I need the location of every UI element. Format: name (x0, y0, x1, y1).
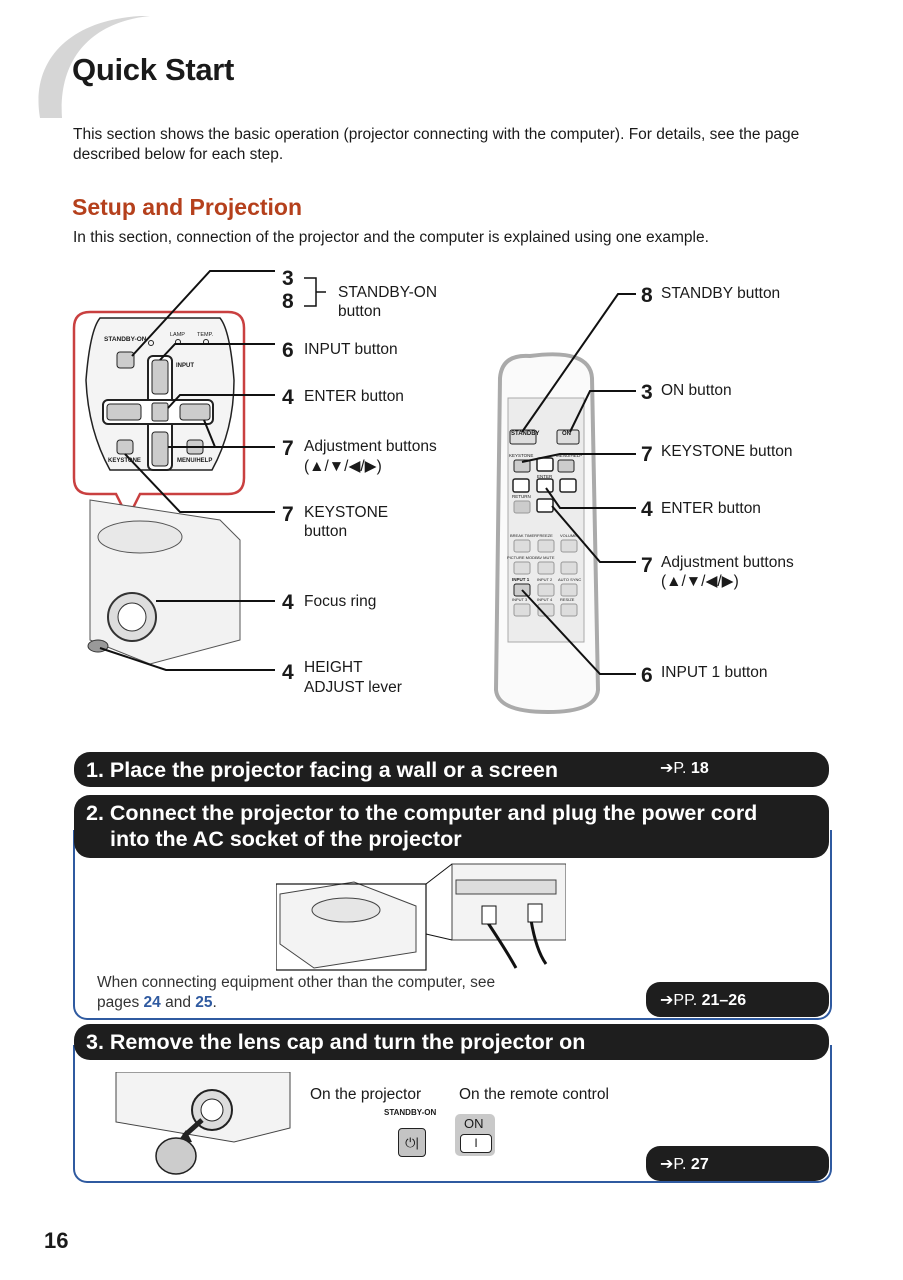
standby-on-label: STANDBY-ON (384, 1108, 437, 1117)
callout-num: 8 (282, 290, 294, 313)
panel-temp-label: TEMP. (197, 332, 214, 338)
step-2-bar (74, 795, 829, 858)
callout-label: button (338, 303, 382, 320)
callout-num: 7 (282, 437, 294, 460)
note-line: When connecting equipment other than the computer, see (97, 974, 496, 991)
arrow-right-icon: ➔ (660, 992, 674, 1009)
callout-label: INPUT button (304, 341, 398, 358)
remote-input1-label: INPUT 1 (512, 577, 530, 582)
remote-input2-label: INPUT 2 (537, 577, 553, 582)
callout-label: STANDBY button (661, 285, 781, 302)
remote-avmute-label: AV MUTE (537, 555, 555, 560)
step-2-title-line1: 2. Connect the projector to the computer and plug the power cord (86, 801, 758, 825)
lens-cap-illustration (114, 1072, 294, 1176)
callout-label: ENTER button (304, 388, 404, 405)
remote-menu-label: MENU/HELP (556, 453, 583, 458)
callout-num: 7 (641, 443, 653, 466)
remote-keystone-label: KEYSTONE (509, 453, 534, 458)
callout-num: 3 (282, 267, 294, 290)
arrow-right-icon: ➔ (660, 760, 674, 777)
callout-num: 7 (641, 554, 653, 577)
arrow-right-icon: ➔ (660, 1156, 674, 1173)
callout-num: 8 (641, 284, 653, 307)
callout-num: 6 (282, 339, 294, 362)
callout-label: (▲/▼/◀/▶) (661, 573, 739, 590)
panel-input-label: INPUT (176, 363, 194, 369)
ref-pages: 27 (690, 1156, 709, 1173)
on-remote-label: On the remote control (459, 1086, 609, 1103)
step-1-ref[interactable] (660, 758, 709, 778)
callout-label: ADJUST lever (304, 679, 402, 696)
callout-label: Adjustment buttons (304, 438, 437, 455)
remote-break-label: BREAK TIMER (510, 533, 538, 538)
callout-label: KEYSTONE (304, 504, 389, 521)
callout-label: STANDBY-ON (338, 284, 438, 301)
standby-power-button[interactable] (398, 1128, 426, 1157)
remote-picture-label: PICTURE MODE (507, 555, 538, 560)
ref-pages: 21–26 (701, 992, 747, 1009)
panel-menu-label: MENU/HELP (177, 458, 213, 464)
intro-text: This section shows the basic operation (projector connecting with the computer). For details, see the page described below for each step. (73, 126, 800, 163)
ref-pages: 18 (690, 760, 709, 777)
remote-input4-label: INPUT 4 (537, 597, 553, 602)
page-24-link[interactable]: 24 (143, 994, 161, 1011)
power-icon: ⏻| (405, 1135, 419, 1150)
note-text: . (212, 994, 217, 1011)
remote-standby-label: STANDBY (511, 431, 540, 437)
connection-illustration (276, 860, 566, 972)
callout-label: KEYSTONE button (661, 443, 793, 460)
note-text: and (165, 994, 191, 1011)
step-1-bar (74, 752, 829, 787)
remote-return-label: RETURN (512, 494, 531, 499)
panel-lamp-label: LAMP (170, 332, 185, 338)
callout-num: 6 (641, 664, 653, 687)
remote-on-label: ON (562, 431, 571, 437)
remote-autosync-label: AUTO SYNC (558, 577, 582, 582)
step-3-bar (74, 1024, 829, 1060)
ref-prefix: PP. (673, 992, 698, 1009)
panel-standby-label: STANDBY-ON (104, 336, 147, 343)
remote-enter-label: ENTER (537, 474, 553, 479)
page-25-link[interactable]: 25 (195, 994, 213, 1011)
step-2-note (97, 973, 587, 1013)
callout-num: 4 (282, 386, 294, 409)
callout-label: Focus ring (304, 593, 377, 610)
callout-num: 4 (641, 498, 653, 521)
callout-label: ON button (661, 382, 732, 399)
step-1-title: 1. Place the projector facing a wall or a screen (86, 758, 558, 782)
remote-on-label: ON (464, 1116, 484, 1131)
step-3-ref[interactable] (646, 1146, 829, 1181)
remote-resize-label: RESIZE (560, 597, 575, 602)
callout-num: 7 (282, 503, 294, 526)
callout-num: 3 (641, 381, 653, 404)
callout-label: INPUT 1 button (661, 664, 768, 681)
remote-on-button[interactable]: I (460, 1134, 492, 1153)
remote-freeze-label: FREEZE (537, 533, 553, 538)
callout-num: 4 (282, 661, 294, 684)
step-2-ref[interactable] (646, 982, 829, 1017)
callout-label: Adjustment buttons (661, 554, 794, 571)
page-title: Quick Start (72, 52, 235, 87)
callout-num: 4 (282, 591, 294, 614)
panel-keystone-label: KEYSTONE (108, 458, 141, 464)
callout-label: HEIGHT (304, 659, 363, 676)
page-number: 16 (44, 1228, 69, 1253)
section-intro: In this section, connection of the projector and the computer is explained using one example. (73, 229, 709, 246)
callout-label: (▲/▼/◀/▶) (304, 458, 382, 475)
step-2-title-line2: into the AC socket of the projector (110, 827, 462, 851)
callout-label: ENTER button (661, 500, 761, 517)
section-title: Setup and Projection (72, 194, 303, 220)
remote-input3-label: INPUT 3 (512, 597, 528, 602)
note-text: pages (97, 994, 140, 1011)
step-3-title: 3. Remove the lens cap and turn the projector on (86, 1030, 586, 1054)
remote-volume-label: VOLUME (560, 533, 577, 538)
ref-prefix: P. (673, 1156, 687, 1173)
callout-label: button (304, 523, 348, 540)
on-projector-label: On the projector (310, 1086, 422, 1103)
ref-prefix: P. (673, 760, 687, 777)
